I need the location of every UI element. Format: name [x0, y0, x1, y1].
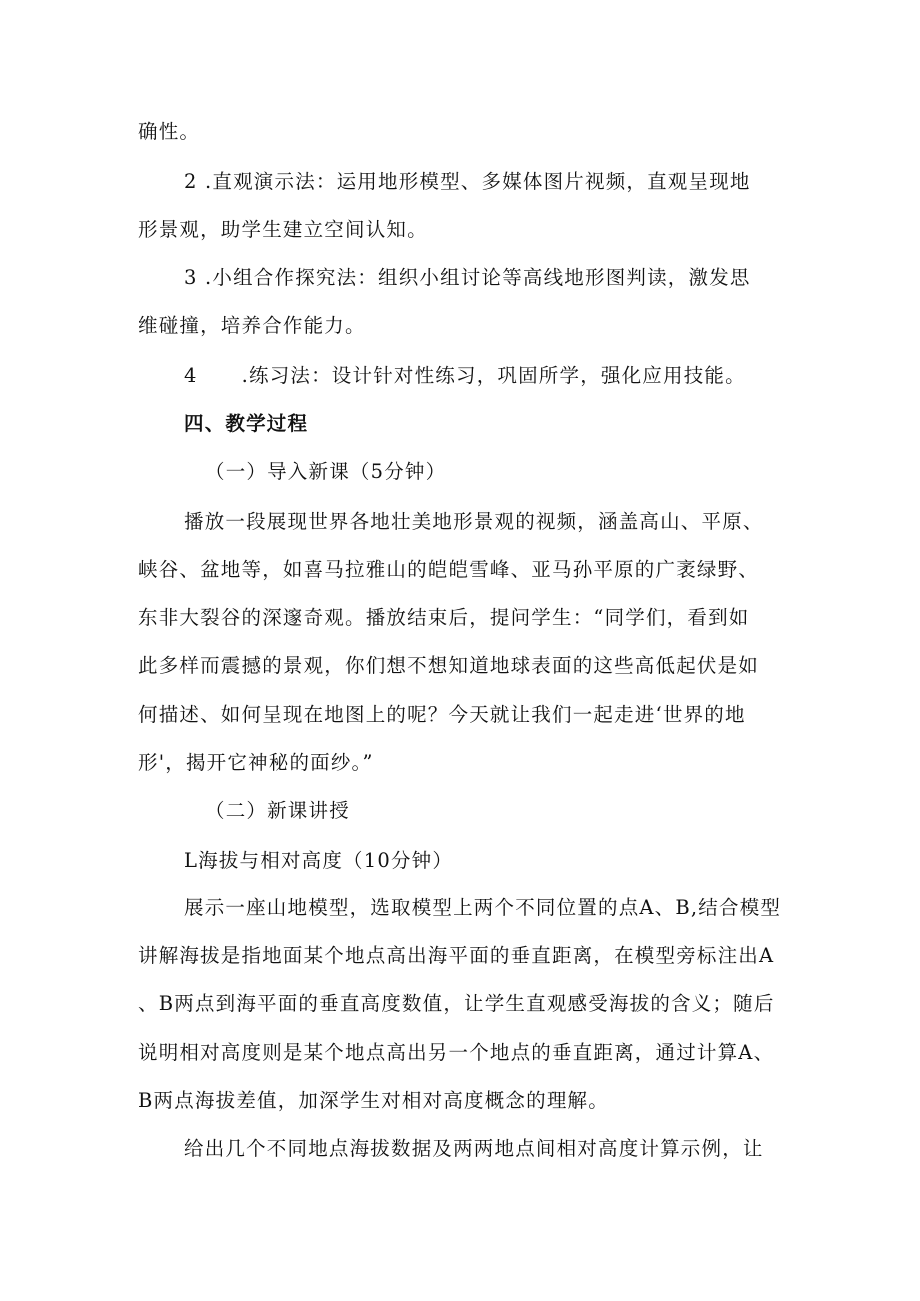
list-item-text: .练习法：设计针对性练习，巩固所学，强化应用技能。: [241, 364, 746, 387]
paragraph-line: 峡谷、盆地等，如喜马拉雅山的皑皑雪峰、亚马孙平原的广袤绿野、: [138, 558, 760, 581]
section-heading: 四、教学过程: [184, 412, 309, 435]
paragraph-line: 说明相对高度则是某个地点高出另一个地点的垂直距离，通过计算A、: [138, 1041, 775, 1064]
paragraph-line: 东非大裂谷的深邃奇观。播放结束后，提问学生：“同学们，看到如: [138, 606, 750, 629]
paragraph-line: 、B两点到海平面的垂直高度数值，让学生直观感受海拔的含义；随后: [138, 992, 775, 1015]
paragraph-line: 讲解海拔是指地面某个地点高出海平面的垂直距离，在模型旁标注出A: [138, 944, 775, 967]
paragraph-line: 形'，揭开它神秘的面纱。”: [138, 751, 374, 774]
subsection-heading: （一）导入新课（5分钟）: [205, 460, 447, 483]
paragraph-line: 何描述、如何呈现在地图上的呢？今天就让我们一起走进‘世界的地: [138, 703, 746, 726]
paragraph-line: 确性。: [138, 120, 201, 143]
paragraph-line: 形景观，助学生建立空间认知。: [138, 218, 428, 241]
list-number: 4: [184, 364, 198, 387]
paragraph-line: 给出几个不同地点海拔数据及两两地点间相对高度计算示例，让: [184, 1137, 764, 1160]
paragraph-line: B两点海拔差值，加深学生对相对高度概念的理解。: [138, 1089, 609, 1112]
list-item: [184, 361, 798, 391]
paragraph-line: 2 .直观演示法：运用地形模型、多媒体图片视频，直观呈现地: [184, 170, 751, 193]
paragraph-line: 展示一座山地模型，选取模型上两个不同位置的点A、B,结合模型: [184, 896, 782, 919]
paragraph-line: 维碰撞，培养合作能力。: [138, 314, 366, 337]
subsection-heading: L海拔与相对高度（10分钟）: [184, 849, 454, 872]
subsection-heading: （二）新课讲授: [205, 799, 350, 822]
paragraph-line: 3 .小组合作探究法：组织小组讨论等高线地形图判读，激发思: [184, 266, 751, 289]
paragraph-line: 此多样而震撼的景观，你们想不想知道地球表面的这些高低起伏是如: [138, 654, 760, 677]
paragraph-line: 播放一段展现世界各地壮美地形景观的视频，涵盖高山、平原、: [184, 510, 764, 533]
